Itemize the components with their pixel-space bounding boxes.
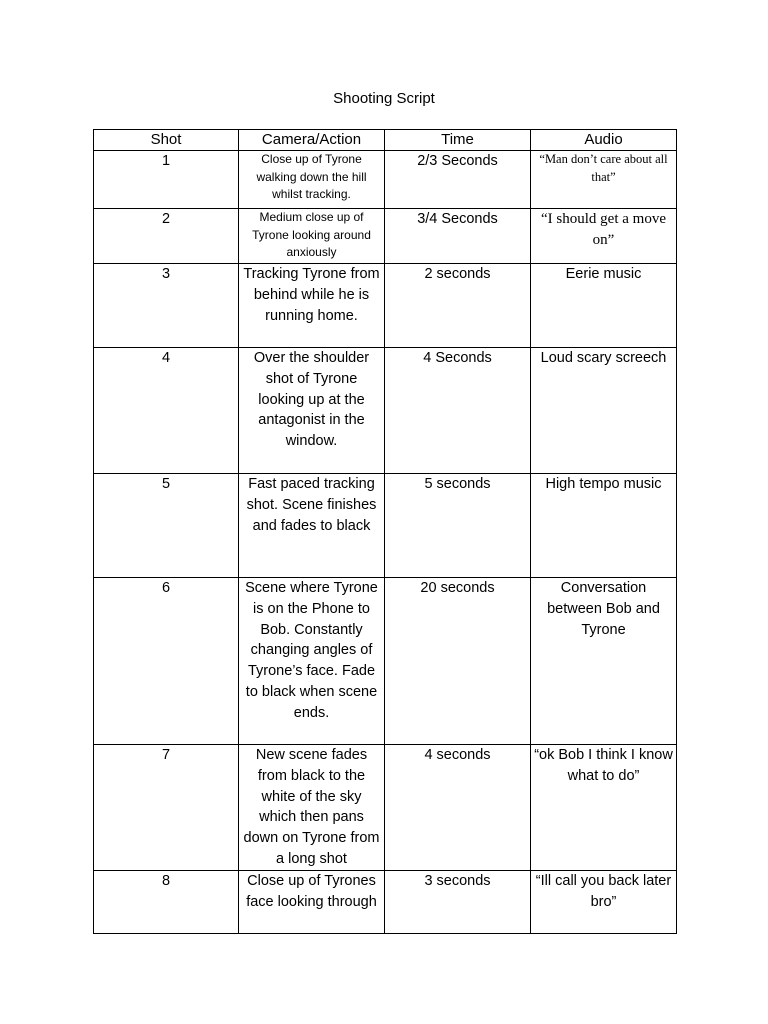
document-title: Shooting Script [333,90,435,107]
camera-action-cell: Medium close up of Tyrone looking around anxiously [239,209,385,264]
audio-cell: “I should get a move on” [531,209,677,264]
table-row [94,870,677,933]
shot-number: 3 [94,264,239,348]
camera-action-cell: New scene fades from black to the white of the sky which then pans down on Tyrone from a long shot [239,745,385,871]
time-cell: 4 seconds [385,745,531,871]
camera-action-cell: Close up of Tyrones face looking through [239,870,385,933]
time-cell: 3 seconds [385,870,531,933]
shooting-script-table [93,129,677,934]
table-row [94,264,677,348]
camera-action-cell: Fast paced tracking shot. Scene finishes and fades to black [239,474,385,578]
shot-number: 6 [94,578,239,745]
time-cell: 3/4 Seconds [385,209,531,264]
time-cell: 20 seconds [385,578,531,745]
header-time: Time [385,130,531,151]
time-cell: 2 seconds [385,264,531,348]
shot-number: 2 [94,209,239,264]
audio-cell: Conversation between Bob and Tyrone [531,578,677,745]
audio-cell: Eerie music [531,264,677,348]
shot-number: 8 [94,870,239,933]
table-row [94,348,677,474]
header-audio: Audio [531,130,677,151]
audio-cell: “Man don’t care about all that” [531,151,677,209]
time-cell: 4 Seconds [385,348,531,474]
camera-action-cell: Close up of Tyrone walking down the hill whilst tracking. [239,151,385,209]
audio-cell: “ok Bob I think I know what to do” [531,745,677,871]
header-shot: Shot [94,130,239,151]
camera-action-cell: Scene where Tyrone is on the Phone to Bob. Constantly changing angles of Tyrone’s face. Fade to black when scene ends. [239,578,385,745]
audio-cell: High tempo music [531,474,677,578]
header-camera-action: Camera/Action [239,130,385,151]
time-cell: 2/3 Seconds [385,151,531,209]
shot-number: 1 [94,151,239,209]
shot-number: 7 [94,745,239,871]
table-row [94,745,677,871]
camera-action-cell: Over the shoulder shot of Tyrone looking up at the antagonist in the window. [239,348,385,474]
audio-cell: “Ill call you back later bro” [531,870,677,933]
table-row [94,474,677,578]
table-row [94,578,677,745]
shot-number: 5 [94,474,239,578]
shot-number: 4 [94,348,239,474]
camera-action-cell: Tracking Tyrone from behind while he is running home. [239,264,385,348]
time-cell: 5 seconds [385,474,531,578]
table-row [94,209,677,264]
audio-cell: Loud scary screech [531,348,677,474]
table-header-row [94,130,677,151]
table-row [94,151,677,209]
